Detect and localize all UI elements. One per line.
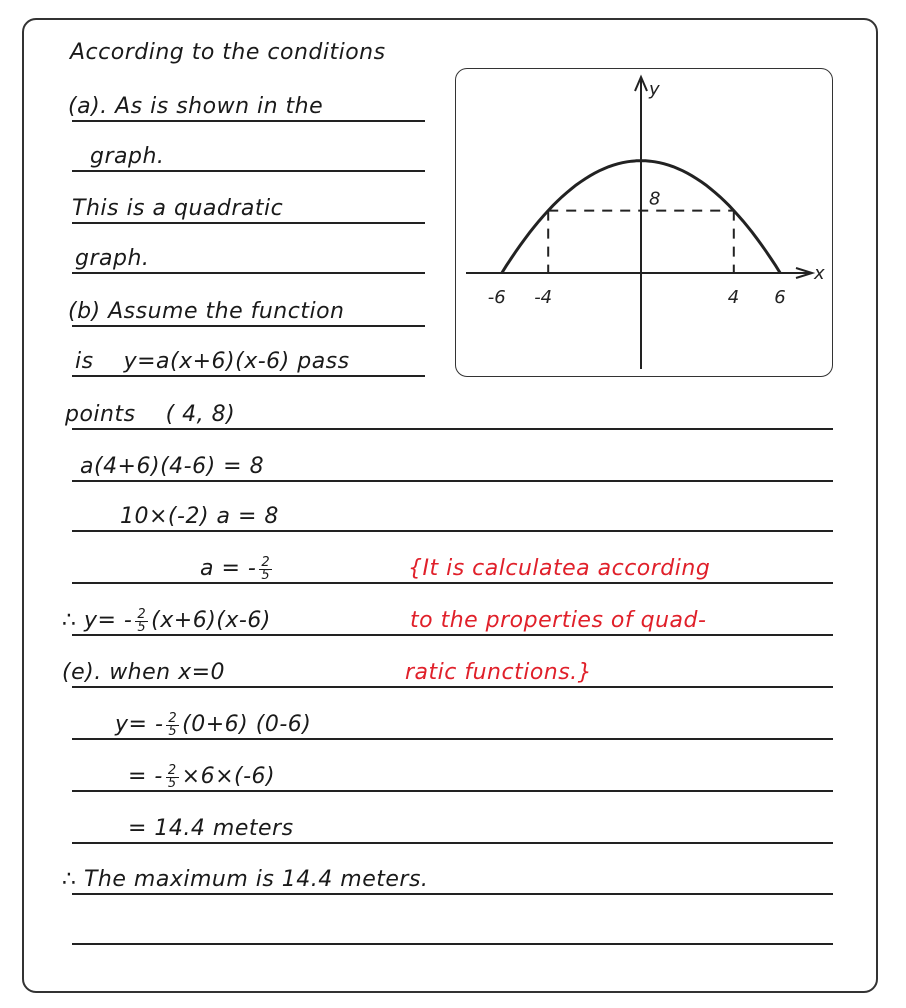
x-tick-label: -6 [487,287,506,308]
ruled-line [72,375,425,377]
ruled-line [72,428,833,430]
fraction [135,606,148,635]
text: a = - [200,556,257,581]
part-b-line [75,349,350,375]
part-a-line: graph. [90,144,165,169]
ruled-line [72,738,833,740]
y-marked-label: 8 [649,188,661,210]
x-tick-label: 4 [727,287,740,308]
equation-step [128,764,275,790]
point: ( 4, 8) [165,402,236,427]
conclusion: ∴ The maximum is 14.4 meters. [62,867,429,892]
text: points [65,402,136,427]
numerator: 2 [167,762,177,778]
part-b-line [65,402,235,428]
ruled-line [72,893,833,895]
heading: According to the conditions [70,40,386,65]
ruled-line [72,943,833,945]
y-axis-label: y [649,79,660,100]
fraction [166,762,179,791]
equation-step: 10×(-2) a = 8 [120,504,279,529]
parabola-graph [455,68,833,377]
ruled-line [72,582,833,584]
note-line: to the properties of quad- [410,608,707,633]
text: is [75,349,94,374]
part-a-line: graph. [75,246,150,271]
part-a-line: (a). As is shown in the [68,94,324,119]
denominator: 5 [261,567,271,583]
text: pass [297,349,350,374]
denominator: 5 [167,775,177,791]
x-axis-label: x [814,263,825,284]
equation-step: = 14.4 meters [128,816,294,841]
denominator: 5 [137,619,147,635]
text: y= - [115,712,164,737]
note-line: ratic functions.} [405,660,593,685]
part-e-line: (e). when x=0 [62,660,226,685]
denominator: 5 [168,723,178,739]
ruled-line [72,170,425,172]
equation: y=a(x+6)(x-6) [123,349,290,374]
equation-step: a(4+6)(4-6) = 8 [80,454,265,479]
text: (0+6) (0-6) [182,712,312,737]
note-line: {It is calculatea according [408,556,711,581]
ruled-line [72,325,425,327]
text: ∴ y= - [62,608,133,633]
numerator: 2 [137,606,147,622]
equation-step [200,556,275,582]
fraction [166,710,179,739]
ruled-line [72,842,833,844]
graph-canvas [456,69,834,378]
ruled-line [72,790,833,792]
equation-step [62,608,271,634]
ruled-line [72,634,833,636]
numerator: 2 [261,554,271,570]
equation-step [115,712,311,738]
numerator: 2 [168,710,178,726]
x-tick-label: 6 [774,287,786,308]
ruled-line [72,530,833,532]
ruled-line [72,480,833,482]
part-a-line: This is a quadratic [72,196,284,221]
text: (x+6)(x-6) [151,608,271,633]
part-b-line: (b) Assume the function [68,299,345,324]
text: ×6×(-6) [181,764,276,789]
text: = - [128,764,163,789]
ruled-line [72,120,425,122]
ruled-line [72,686,833,688]
ruled-line [72,222,425,224]
ruled-line [72,272,425,274]
x-tick-label: -4 [534,287,553,308]
fraction [259,554,272,583]
